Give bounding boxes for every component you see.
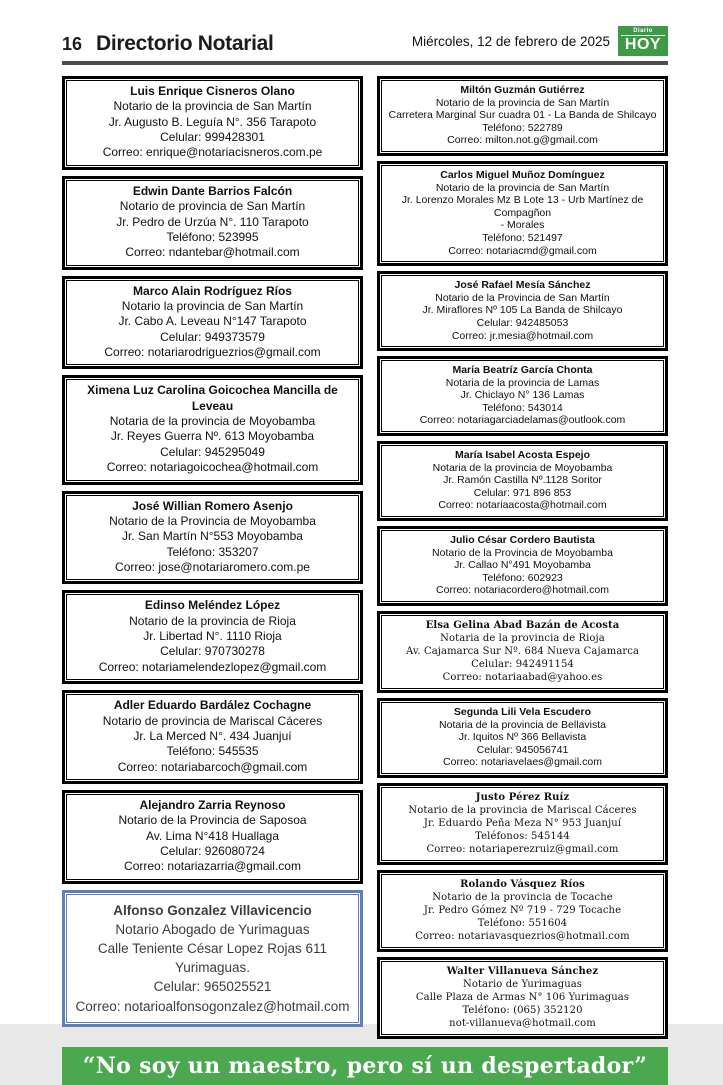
notary-line: Notario de la provincia de San Martín xyxy=(435,181,610,194)
notary-line: Correo: notariavelaes@gmail.com xyxy=(443,756,602,769)
notary-card-inner xyxy=(66,80,359,166)
notary-card-inner xyxy=(381,615,664,689)
notary-card xyxy=(62,590,363,684)
notary-name: José Rafael Mesía Sánchez xyxy=(454,279,591,292)
notary-line: Correo: notariarodriguezrios@gmail.com xyxy=(104,345,321,360)
notary-line: Teléfono: 523995 xyxy=(166,229,259,244)
notary-lines xyxy=(387,978,658,1030)
column-right xyxy=(377,76,668,1039)
notary-name: Segunda Lili Vela Escudero xyxy=(453,706,592,718)
notary-card-inner xyxy=(381,874,664,948)
notary-line: Teléfono: 545535 xyxy=(166,744,259,759)
notary-line: Correo: notariaabad@yahoo.es xyxy=(442,672,603,683)
page-title: Directorio Notarial xyxy=(96,32,274,55)
notary-name: Ximena Luz Carolina Goicochea Mancilla de Leveau xyxy=(87,383,338,413)
notary-name: Julio César Cordero Bautista xyxy=(450,534,595,547)
notary-line: not-villanueva@hotmail.com xyxy=(449,1017,596,1029)
notary-lines xyxy=(387,719,658,769)
notary-line: Teléfono: 521497 xyxy=(482,231,563,244)
notary-line: Jr. Miraflores Nº 105 La Banda de Shilcayo xyxy=(422,304,623,317)
notary-lines xyxy=(72,414,353,475)
notary-line: Notario de la provincia de San Martín xyxy=(435,96,610,109)
notary-line: Teléfono: 551604 xyxy=(477,917,568,929)
notary-card xyxy=(377,611,668,693)
notary-card xyxy=(377,526,668,606)
notary-card-inner xyxy=(66,180,359,266)
notary-name: María Isabel Acosta Espejo xyxy=(455,449,590,462)
notary-card xyxy=(62,690,363,784)
notary-line: Notario de provincia de San Martín xyxy=(119,199,306,214)
notary-line: Jr. Augusto B. Leguía N°. 356 Tarapoto xyxy=(108,114,317,129)
notary-card-inner xyxy=(66,694,359,780)
notary-line: Jr. Lorenzo Morales Mz B Lote 13 - Urb Martínez de Compagñon xyxy=(401,194,644,219)
notary-line: Correo: notariacmd@gmail.com xyxy=(448,244,597,257)
notary-line: Jr. Pedro Gómez Nº 719 - 729 Tocache xyxy=(423,904,622,916)
notary-line: Celular: 945056741 xyxy=(476,743,569,756)
notary-line: Teléfono: 543014 xyxy=(482,401,563,414)
page-header xyxy=(62,26,668,56)
notary-lines xyxy=(387,377,658,427)
notary-line: Celular: 942491154 xyxy=(471,659,574,670)
notary-name: Elsa Gelina Abad Bazán de Acosta xyxy=(425,620,620,631)
notary-card-inner xyxy=(66,894,359,1023)
notary-name: Rolando Vásquez Ríos xyxy=(460,878,585,890)
notary-line: Notario de la provincia de San Martín xyxy=(113,99,312,114)
notary-line: Notaria de la provincia de Bellavista xyxy=(439,718,606,731)
notary-line: Celular: 945295049 xyxy=(160,444,265,459)
notary-line: Carretera Marginal Sur cuadra 01 - La Banda de Shilcayo xyxy=(388,109,657,122)
notary-line: Jr. Iquitos Nº 366 Bellavista xyxy=(458,731,587,744)
notary-card-inner xyxy=(381,275,664,347)
header-divider xyxy=(62,61,668,65)
directory-columns xyxy=(62,76,668,1039)
notary-line: Celular: 999428301 xyxy=(160,130,265,145)
logo-main-label: HOY xyxy=(624,36,662,53)
notary-line: Teléfono: 353207 xyxy=(166,544,259,559)
notary-line: Celular: 942485053 xyxy=(476,316,569,329)
notary-name: Alejandro Zarria Reynoso xyxy=(139,797,286,812)
notary-card-inner xyxy=(66,495,359,581)
notary-name: Edinso Meléndez López xyxy=(144,598,281,613)
notary-card xyxy=(377,870,668,952)
notary-line: Jr. Reyes Guerra Nº. 613 Moyobamba xyxy=(110,429,315,444)
notary-line: Celular: 971 896 853 xyxy=(473,486,572,499)
notary-card xyxy=(377,271,668,351)
notary-line: Correo: notariamelendezlopez@gmail.com xyxy=(98,659,327,674)
notary-line: Notario de Yurimaguas xyxy=(462,978,583,990)
notary-line: Notario la provincia de San Martín xyxy=(121,298,304,313)
notary-line: Calle Plaza de Armas N° 106 Yurimaguas xyxy=(415,991,630,1003)
notary-line: Av. Cajamarca Sur Nº. 684 Nueva Cajamarca xyxy=(405,646,640,657)
notary-card-inner xyxy=(66,794,359,880)
notary-name: José Willian Romero Asenjo xyxy=(132,498,293,513)
notary-lines xyxy=(387,97,658,147)
notary-card-inner xyxy=(381,80,664,152)
notary-line: Correo: notariaperezruiz@gmail.com xyxy=(426,843,619,855)
notary-card-inner xyxy=(66,379,359,480)
notary-lines xyxy=(387,182,658,258)
notary-line: Av. Lima N°418 Huallaga xyxy=(145,828,280,843)
notary-line: Notaria de la provincia de Moyobamba xyxy=(109,414,316,429)
notary-card xyxy=(62,890,363,1027)
notary-line: Correo: notariabarcoch@gmail.com xyxy=(117,759,308,774)
notary-line: - Morales xyxy=(500,219,545,232)
notary-card-inner xyxy=(381,787,664,861)
notary-line: Correo: jr.mesia@hotmail.com xyxy=(451,329,594,342)
notary-line: Notario de la Provincia de San Martín xyxy=(435,291,610,304)
notary-card-inner xyxy=(381,165,664,262)
notary-card xyxy=(62,176,363,270)
notary-name: Justo Pérez Ruíz xyxy=(475,791,570,803)
notary-line: Jr. San Martín N°553 Moyobamba xyxy=(122,529,303,544)
notary-lines xyxy=(387,292,658,342)
notary-card-inner xyxy=(381,530,664,602)
notary-lines xyxy=(72,99,353,160)
notary-card-inner xyxy=(381,445,664,517)
notary-card xyxy=(62,375,363,484)
notary-line: Correo: notarioalfonsogonzalez@hotmail.com xyxy=(75,998,350,1014)
notary-card-inner xyxy=(66,594,359,680)
notary-line: Notaria de la provincia de Rioja xyxy=(440,633,605,644)
notary-line: Jr. Chiclayo N° 136 Lamas xyxy=(460,389,585,402)
notary-line: Notario de la Provincia de Moyobamba xyxy=(109,513,316,528)
notary-line: Celular: 965025521 xyxy=(153,979,272,995)
notary-lines xyxy=(72,813,353,874)
notary-line: Notario Abogado de Yurimaguas xyxy=(115,921,310,937)
footer-quote: “No soy un maestro, pero sí un despertador” xyxy=(82,1052,648,1079)
notary-card xyxy=(377,356,668,436)
notary-lines xyxy=(72,299,353,360)
diario-hoy-logo xyxy=(618,26,668,56)
notary-name: Marco Alain Rodríguez Ríos xyxy=(133,283,292,298)
notary-line: Correo: enrique@notariacisneros.com.pe xyxy=(102,145,323,160)
notary-line: Correo: notariagarciadelamas@outlook.com xyxy=(419,414,626,427)
notary-line: Notaria de la provincia de Lamas xyxy=(445,376,600,389)
footer-banner xyxy=(62,1047,668,1085)
notary-name: Walter Villanueva Sánchez xyxy=(446,965,599,977)
notary-lines xyxy=(387,804,658,856)
header-right xyxy=(412,26,668,56)
notary-line: Jr. La Merced N°. 434 Juanjuí xyxy=(133,728,292,743)
page-number: 16 xyxy=(62,34,83,54)
column-left xyxy=(62,76,363,1039)
notary-lines xyxy=(387,891,658,943)
notary-card xyxy=(377,783,668,865)
notary-line: Correo: notariagoicochea@hotmail.com xyxy=(106,460,319,475)
page-date: Miércoles, 12 de febrero de 2025 xyxy=(411,33,610,49)
notary-line: Correo: notariazarria@gmail.com xyxy=(124,859,301,874)
notary-line: Notario de la Provincia de Moyobamba xyxy=(432,546,613,559)
notary-line: Notario de la provincia de Rioja xyxy=(129,613,296,628)
notary-card xyxy=(377,698,668,778)
notary-name: Adler Eduardo Bardález Cochagne xyxy=(113,698,312,713)
notary-lines xyxy=(72,199,353,260)
notary-line: Notario de provincia de Mariscal Cáceres xyxy=(102,713,323,728)
notary-name: Edwin Dante Barrios Falcón xyxy=(132,183,293,198)
notary-name: María Beatríz García Chonta xyxy=(452,364,593,377)
notary-line: Jr. Eduardo Peña Meza N° 953 Juanjuí xyxy=(423,817,622,829)
notary-line: Jr. Callao N°491 Moyobamba xyxy=(454,559,591,572)
notary-line: Jr. Pedro de Urzúa N°. 110 Tarapoto xyxy=(116,214,309,229)
header-left xyxy=(62,32,274,56)
notary-lines xyxy=(72,514,353,575)
notary-card-inner xyxy=(66,280,359,366)
notary-line: Teléfono: (065) 352120 xyxy=(462,1004,583,1016)
notary-line: Correo: ndantebar@hotmail.com xyxy=(125,245,300,260)
notary-lines xyxy=(387,547,658,597)
notary-name: Luis Enrique Cisneros Olano xyxy=(130,84,295,98)
notary-name: Miltón Guzmán Gutiérrez xyxy=(460,84,585,96)
notary-line: Correo: notariavasquezrios@hotmail.com xyxy=(415,930,630,942)
notary-card xyxy=(377,441,668,521)
notary-card xyxy=(62,276,363,370)
notary-line: Notario de la provincia de Tocache xyxy=(432,891,613,903)
notary-card xyxy=(377,76,668,156)
notary-line: Notario de la Provincia de Saposoa xyxy=(118,813,307,828)
notary-card xyxy=(377,957,668,1039)
notary-lines xyxy=(72,920,353,1016)
notary-card-inner xyxy=(381,360,664,432)
notary-lines xyxy=(387,632,658,684)
notary-line: Teléfono: 602923 xyxy=(482,571,563,584)
notary-line: Jr. Cabo A. Leveau N°147 Tarapoto xyxy=(118,314,307,329)
notary-lines xyxy=(72,714,353,775)
logo-top-label: Diario xyxy=(621,28,665,36)
notary-line: Teléfono: 522789 xyxy=(482,121,563,134)
notary-line: Correo: notariacordero@hotmail.com xyxy=(436,584,609,597)
notary-lines xyxy=(387,462,658,512)
notary-name: Carlos Miguel Muñoz Domínguez xyxy=(440,168,605,181)
notary-lines xyxy=(72,614,353,675)
notary-line: Correo: milton.not.g@gmail.com xyxy=(447,134,598,147)
notary-card-inner xyxy=(381,702,664,774)
notary-card xyxy=(62,491,363,585)
notary-card xyxy=(377,161,668,266)
notary-name: Alfonso Gonzalez Villavicencio xyxy=(113,902,312,918)
notary-line: Celular: 926080724 xyxy=(160,844,265,859)
notary-card xyxy=(62,76,363,170)
notary-line: Celular: 970730278 xyxy=(160,644,265,659)
notary-line: Notario de la provincia de Mariscal Cáceres xyxy=(408,804,637,816)
notary-card xyxy=(62,790,363,884)
notary-line: Notaria de la provincia de Moyobamba xyxy=(432,461,613,474)
notary-line: Jr. Libertad N°. 1110 Rioja xyxy=(143,629,282,644)
notary-line: Celular: 949373579 xyxy=(160,329,265,344)
notary-line: Correo: notariaacosta@hotmail.com xyxy=(438,499,607,512)
notary-line: Teléfonos: 545144 xyxy=(475,830,570,842)
notary-line: Calle Teniente César Lopez Rojas 611 Yurimaguas. xyxy=(97,941,328,976)
notary-line: Correo: jose@notariaromero.com.pe xyxy=(115,559,310,574)
notary-line: Jr. Ramón Castilla Nº.1128 Soritor xyxy=(443,474,602,487)
